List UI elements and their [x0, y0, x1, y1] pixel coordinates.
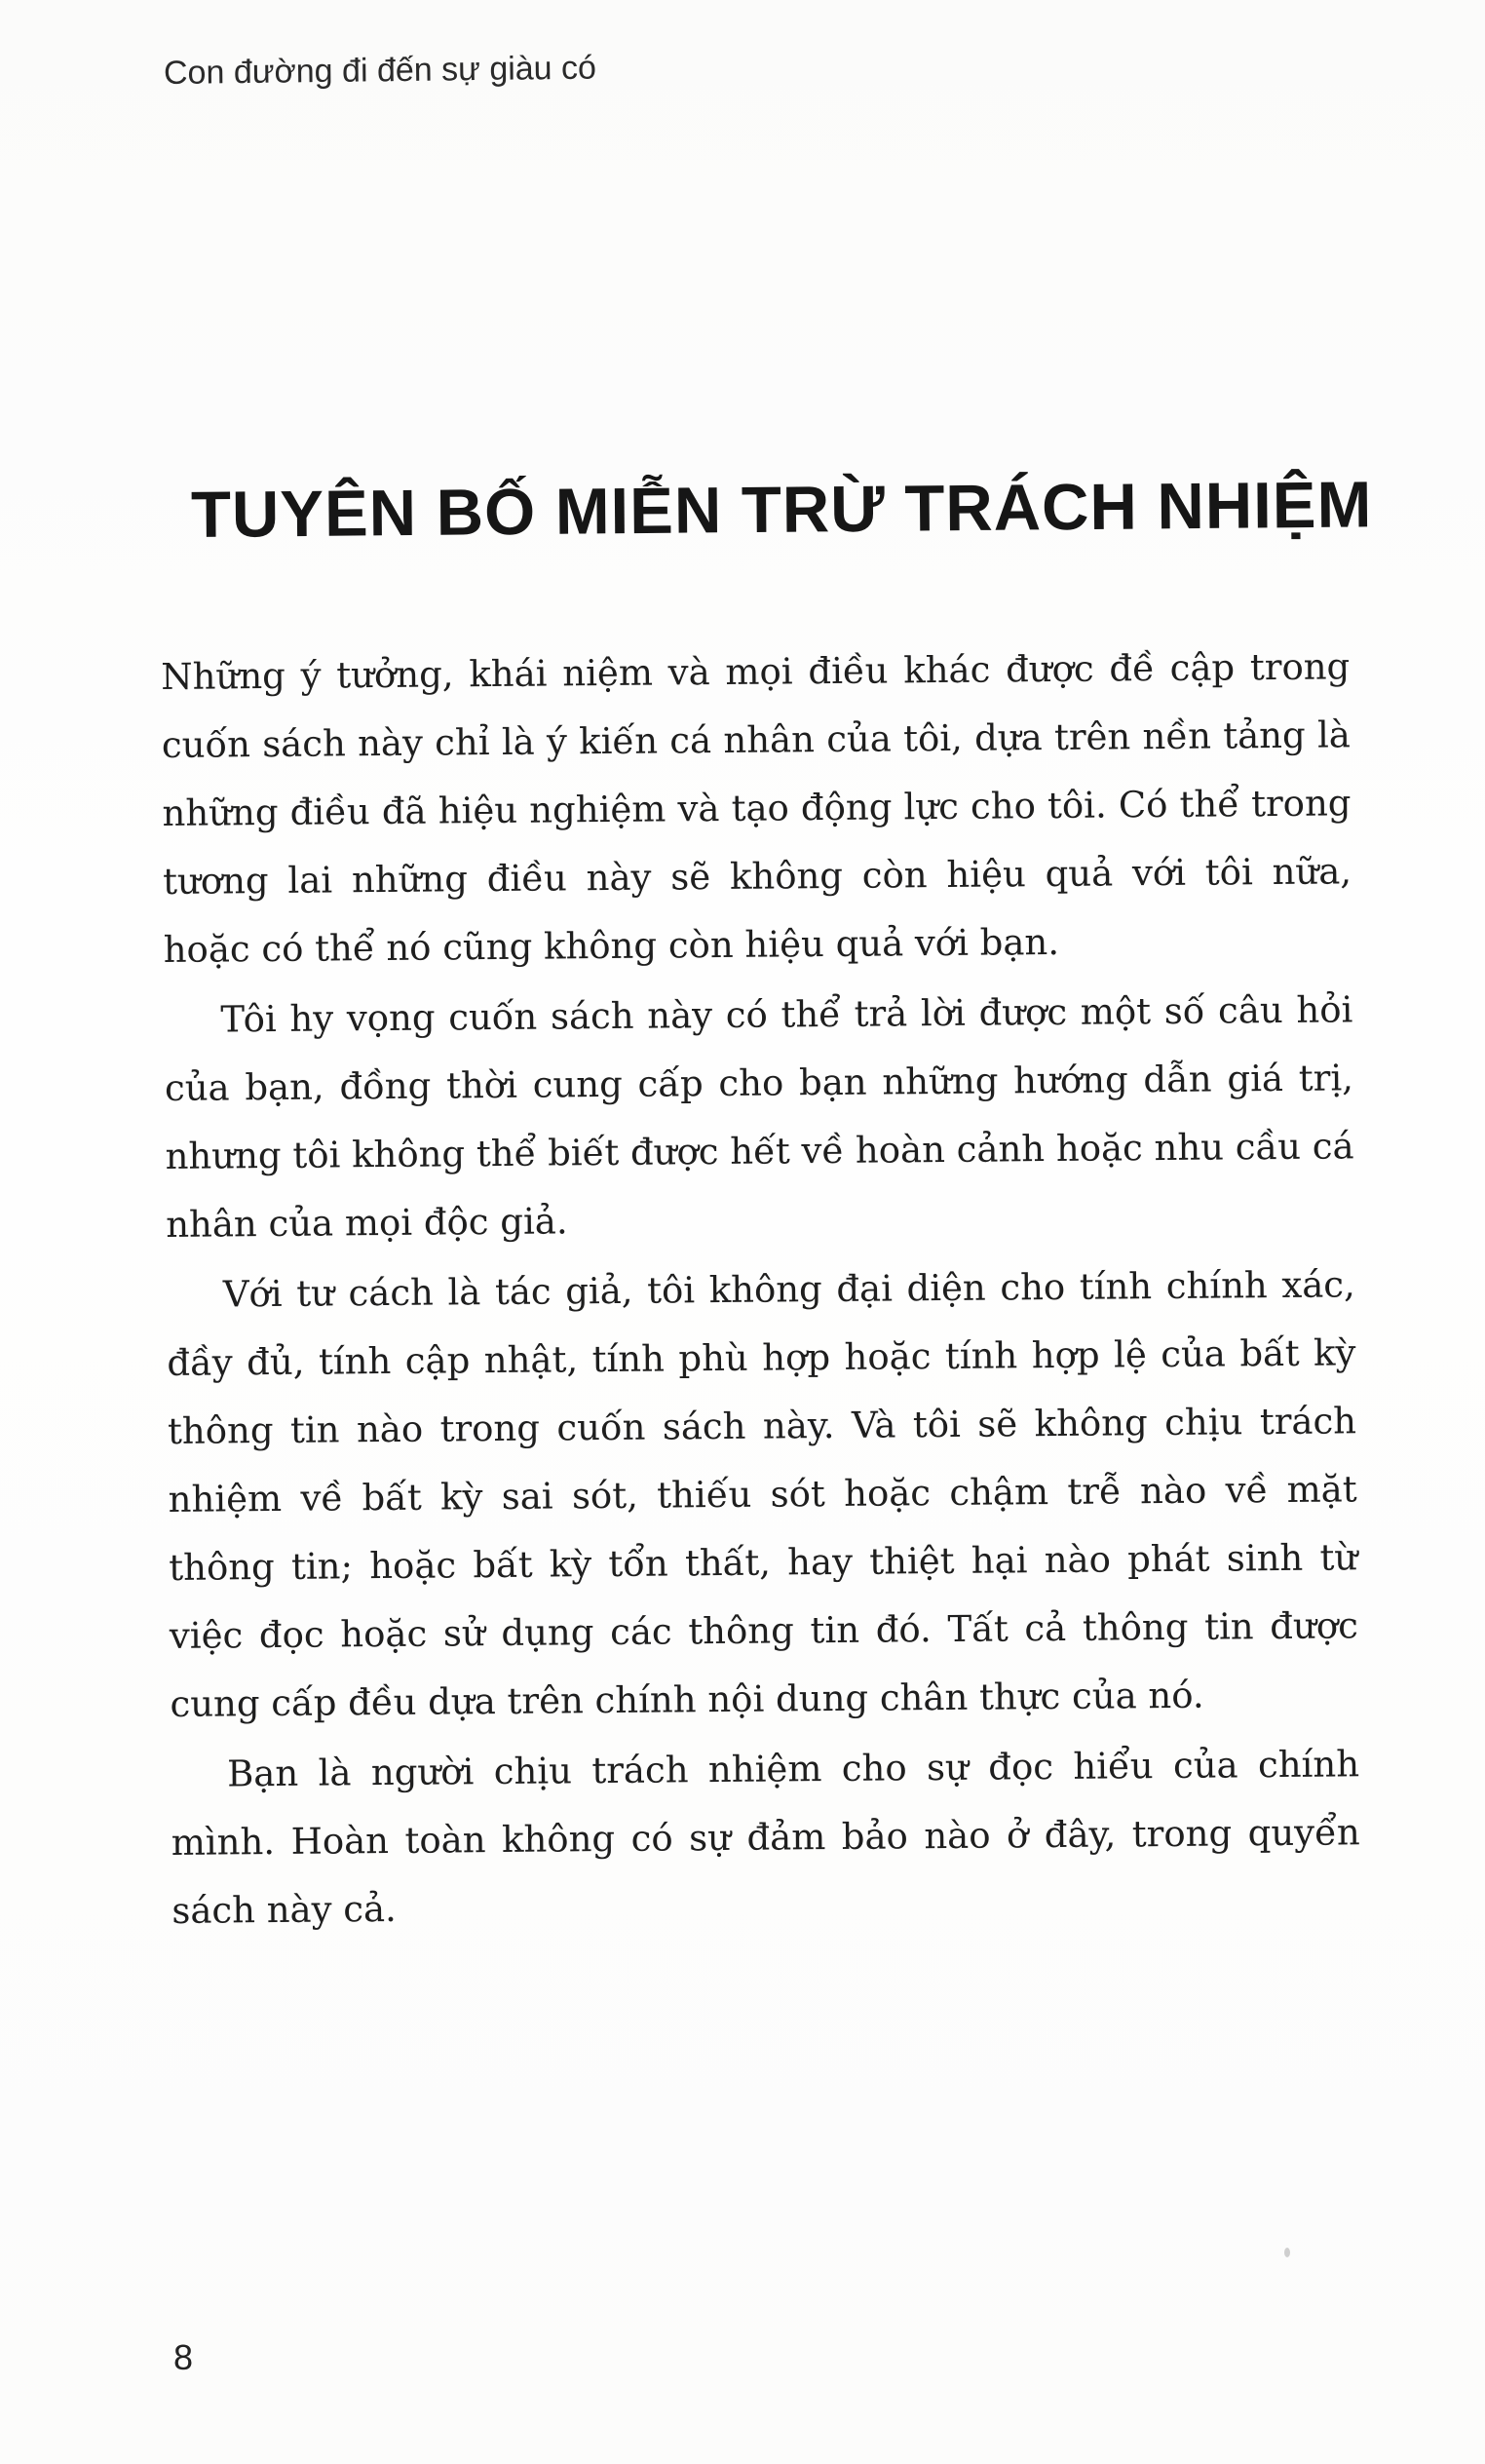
running-head: Con đường đi đến sự giàu có: [163, 49, 597, 92]
paragraph-4: Bạn là người chịu trách nhiệm cho sự đọc hiểu của chính mình. Hoàn toàn không có sự đảm bảo nào ở đây, trong quyển sách này cả.: [171, 1743, 1360, 1932]
page-number: 8: [173, 2337, 194, 2377]
page-title: TUYÊN BỐ MIỄN TRỪ TRÁCH NHIỆM: [190, 468, 1373, 552]
paragraph-3: Với tư cách là tác giả, tôi không đại diện cho tính chính xác, đầy đủ, tính cập nhật, tính phù hợp hoặc tính hợp lệ của bất kỳ thông tin nào trong cuốn sách này. Và tôi sẽ không chịu trách nhiệm về bất kỳ sai sót, thiếu sót hoặc chậm trễ nào về mặt thông tin; hoặc bất kỳ tổn thất, hay thiệt hại nào phát sinh từ việc đọc hoặc sử dụng các thông tin đó. Tất cả thông tin được cung cấp đều dựa trên chính nội dung chân thực của nó.: [167, 1263, 1359, 1725]
paragraph-1: Những ý tưởng, khái niệm và mọi điều khác được đề cập trong cuốn sách này chỉ là ý kiến cá nhân của tôi, dựa trên nền tảng là những điều đã hiệu nghiệm và tạo động lực cho tôi. Có thể trong tương lai những điều này sẽ không còn hiệu quả với tôi nữa, hoặc có thể nó cũng không còn hiệu quả với bạn.: [161, 645, 1352, 971]
paper-speck: [1284, 2248, 1290, 2257]
disclaimer-body: [161, 633, 1361, 1947]
paragraph-2: Tôi hy vọng cuốn sách này có thể trả lời được một số câu hỏi của bạn, đồng thời cung cấp cho bạn những hướng dẫn giá trị, nhưng tôi không thể biết được hết về hoàn cảnh hoặc nhu cầu cá nhân của mọi độc giả.: [164, 988, 1354, 1246]
